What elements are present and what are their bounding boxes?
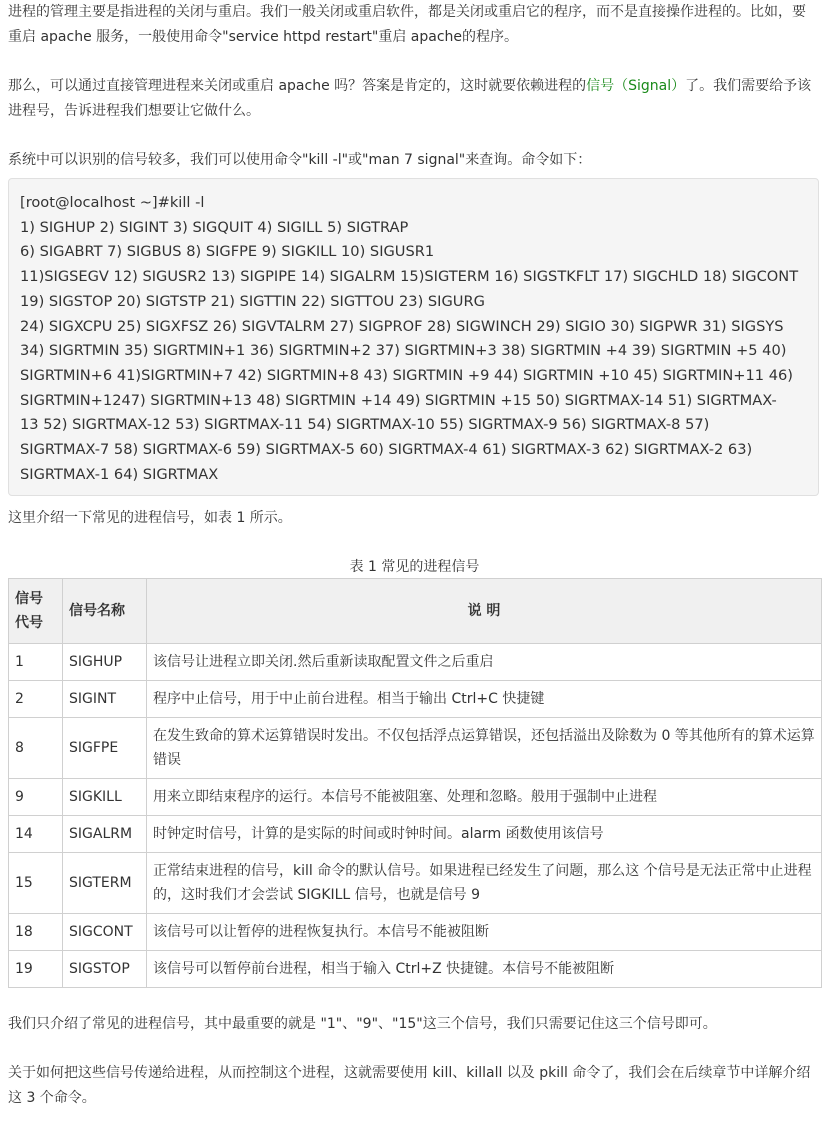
signal-name-cell: SIGHUP xyxy=(63,644,147,681)
code-line: 34) SIGRTMIN 35) SIGRTMIN+1 36) SIGRTMIN+2 37) SIGRTMIN+3 38) SIGRTMIN +4 39) SIGRTMIN +5 40) xyxy=(20,342,787,360)
signal-description-cell: 该信号可以暂停前台进程，相当于输入 Ctrl+Z 快捷键。本信号不能被阻断 xyxy=(147,951,822,988)
signal-description-cell: 在发生致命的算术运算错误时发出。不仅包括浮点运算错误，还包括溢出及除数为 0 等其他所有的算术运算错误 xyxy=(147,718,822,779)
header-signal-code-line-1: 信号 xyxy=(15,591,43,607)
table-row xyxy=(9,816,822,853)
table-row xyxy=(9,914,822,951)
signal-table xyxy=(8,578,822,988)
signal-description-cell: 正常结束进程的信号，kill 命令的默认信号。如果进程已经发生了问题，那么这 个信号是无法正常中止进程的，这时我们才会尝试 SIGKILL 信号，也就是信号 9 xyxy=(147,853,822,914)
signal-name-cell: SIGSTOP xyxy=(63,951,147,988)
table-row xyxy=(9,951,822,988)
signal-name-cell: SIGALRM xyxy=(63,816,147,853)
code-line: 11)SIGSEGV 12) SIGUSR2 13) SIGPIPE 14) SIGALRM 15)SIGTERM 16) SIGSTKFLT 17) SIGCHLD 18) SIGCONT xyxy=(20,268,799,286)
table-row xyxy=(9,681,822,718)
code-line: 13 52) SIGRTMAX-12 53) SIGRTMAX-11 54) SIGRTMAX-10 55) SIGRTMAX-9 56) SIGRTMAX-8 57) xyxy=(20,416,710,434)
signal-name-cell: SIGFPE xyxy=(63,718,147,779)
code-line: 24) SIGXCPU 25) SIGXFSZ 26) SIGVTALRM 27) SIGPROF 28) SIGWINCH 29) SIGIO 30) SIGPWR 31) SIGSYS xyxy=(20,317,784,335)
signal-code-cell: 18 xyxy=(9,914,63,951)
header-signal-code xyxy=(9,579,63,644)
intro-paragraph-2 xyxy=(8,74,816,124)
table-row xyxy=(9,644,822,681)
intro-paragraph-1: 进程的管理主要是指进程的关闭与重启。我们一般关闭或重启软件，都是关闭或重启它的程序，而不是直接操作进程的。比如，要重启 apache 服务，一般使用命令"service httpd restart"重启 apache的程序。 xyxy=(8,4,806,45)
signal-description-cell: 用来立即结束程序的运行。本信号不能被阻塞、处理和忽略。般用于强制中止进程 xyxy=(147,779,822,816)
closing-paragraph: 关于如何把这些信号传递给进程，从而控制这个进程，这就需要使用 kill、killall 以及 pkill 命令了，我们会在后续章节中详解介绍这 3 个命令。 xyxy=(8,1065,811,1106)
signal-description-cell: 该信号让进程立即关闭.然后重新读取配置文件之后重启 xyxy=(147,644,822,681)
code-line: 6) SIGABRT 7) SIGBUS 8) SIGFPE 9) SIGKILL 10) SIGUSR1 xyxy=(20,243,435,261)
signal-code-cell: 8 xyxy=(9,718,63,779)
intro-paragraph-2-text-before: 那么，可以通过直接管理进程来关闭或重启 apache 吗？答案是肯定的，这时就要依赖进程的 xyxy=(8,78,587,94)
header-signal-name: 信号名称 xyxy=(63,579,147,644)
code-line: SIGRTMIN+1247) SIGRTMIN+13 48) SIGRTMIN +14 49) SIGRTMIN +15 50) SIGRTMAX-14 51) SIGRTMAX- xyxy=(20,391,777,409)
signal-code-cell: 1 xyxy=(9,644,63,681)
signal-code-cell: 14 xyxy=(9,816,63,853)
table-row xyxy=(9,718,822,779)
signal-code-cell: 15 xyxy=(9,853,63,914)
table-row xyxy=(9,779,822,816)
signal-description-cell: 该信号可以让暂停的进程恢复执行。本信号不能被阻断 xyxy=(147,914,822,951)
code-line: SIGRTMAX-1 64) SIGRTMAX xyxy=(20,465,219,483)
signal-link[interactable]: 信号（Signal） xyxy=(586,78,686,94)
code-line: [root@localhost ~]#kill -l xyxy=(20,194,205,211)
code-block xyxy=(8,178,819,496)
signal-name-cell: SIGTERM xyxy=(63,853,147,914)
signal-description-cell: 程序中止信号，用于中止前台进程。相当于输出 Ctrl+C 快捷键 xyxy=(147,681,822,718)
header-signal-code-line-2: 代号 xyxy=(15,615,43,631)
table-row xyxy=(9,853,822,914)
signal-description-cell: 时钟定时信号，计算的是实际的时间或时钟时间。alarm 函数使用该信号 xyxy=(147,816,822,853)
summary-paragraph: 我们只介绍了常见的进程信号，其中最重要的就是 "1"、"9"、"15"这三个信号，我们只需要记住这三个信号即可。 xyxy=(8,1016,717,1032)
code-line: 1) SIGHUP 2) SIGINT 3) SIGQUIT 4) SIGILL 5) SIGTRAP xyxy=(20,218,409,236)
code-line: SIGRTMAX-7 58) SIGRTMAX-6 59) SIGRTMAX-5 60) SIGRTMAX-4 61) SIGRTMAX-3 62) SIGRTMAX-2 63) xyxy=(20,441,753,459)
table-intro-paragraph: 这里介绍一下常见的进程信号，如表 1 所示。 xyxy=(8,510,292,526)
table-caption: 表 1 常见的进程信号 xyxy=(349,559,480,575)
signal-name-cell: SIGCONT xyxy=(63,914,147,951)
signal-name-cell: SIGINT xyxy=(63,681,147,718)
signal-code-cell: 9 xyxy=(9,779,63,816)
signal-name-cell: SIGKILL xyxy=(63,779,147,816)
signal-code-cell: 2 xyxy=(9,681,63,718)
signal-code-cell: 19 xyxy=(9,951,63,988)
code-line: 19) SIGSTOP 20) SIGTSTP 21) SIGTTIN 22) SIGTTOU 23) SIGURG xyxy=(20,292,485,310)
intro-paragraph-2-text-after: 了。我们需要给予该进程号，告诉进程我们想要让它做什么。 xyxy=(8,78,812,119)
intro-paragraph-3: 系统中可以识别的信号较多，我们可以使用命令"kill -l"或"man 7 signal"来查询。命令如下： xyxy=(8,152,592,168)
table-header-row xyxy=(9,579,822,644)
code-line: SIGRTMIN+6 41)SIGRTMIN+7 42) SIGRTMIN+8 43) SIGRTMIN +9 44) SIGRTMIN +10 45) SIGRTMIN+11 46) xyxy=(20,366,793,384)
header-description: 说 明 xyxy=(147,579,822,644)
